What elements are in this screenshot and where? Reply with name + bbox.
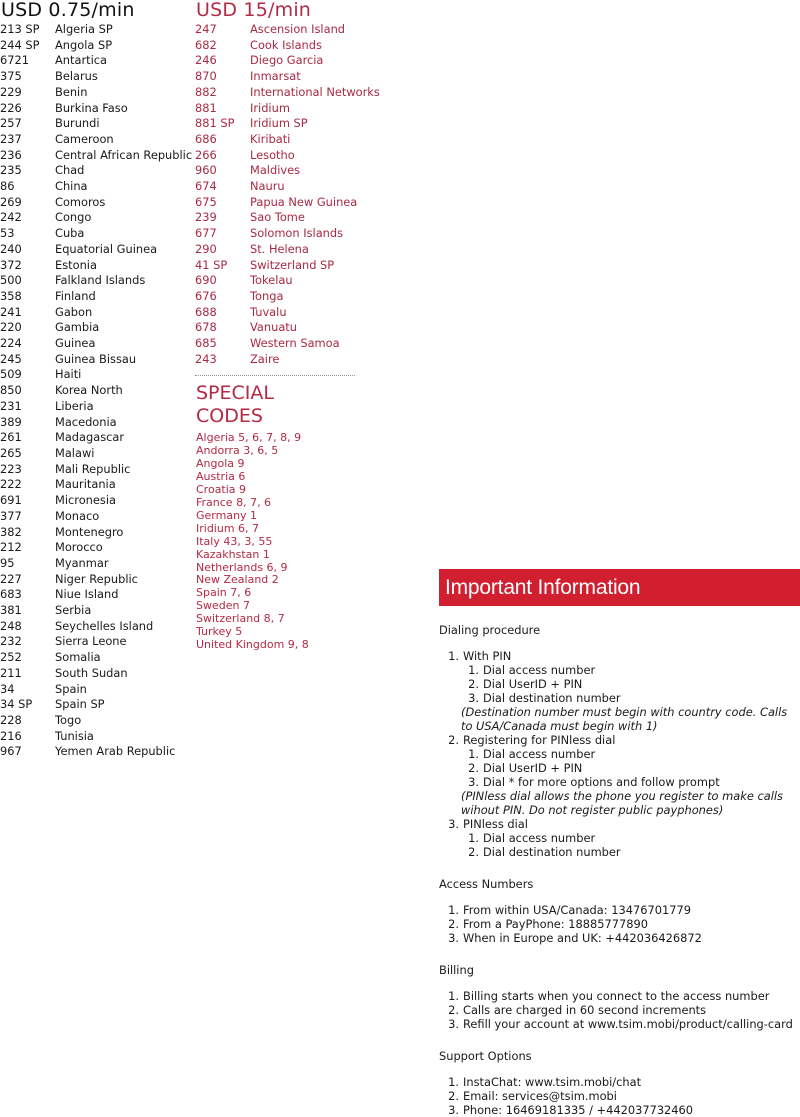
country-name: Switzerland SP [250, 257, 335, 272]
rate-row [0, 289, 194, 305]
country-code: 960 [195, 163, 217, 178]
country-code: 213 SP [0, 22, 40, 36]
access-number-label: From within USA/Canada: 13476701779 [463, 903, 691, 917]
country-name: Somalia [55, 650, 101, 665]
rate-row [0, 603, 194, 619]
support-item: 3. Phone: 16469181335 / +442037732460 [448, 1103, 694, 1117]
divider [195, 375, 355, 376]
country-code: 967 [0, 744, 22, 759]
country-code: 381 [0, 603, 22, 618]
country-name: South Sudan [55, 665, 128, 680]
rate-row [0, 320, 194, 336]
rates-column-075 [0, 0, 194, 760]
country-code: 248 [0, 618, 22, 633]
rate-row [0, 336, 194, 352]
country-code: 231 [0, 398, 22, 413]
rate-row [0, 22, 194, 38]
country-name: Tuvalu [250, 304, 287, 319]
special-code-item: Austria 6 [196, 470, 246, 484]
country-code: 682 [195, 37, 217, 52]
country-code: 677 [195, 226, 217, 241]
rate-row [195, 85, 390, 101]
special-code-item: Netherlands 6, 9 [196, 560, 288, 574]
country-code: 290 [195, 241, 217, 256]
rate-row [0, 69, 194, 85]
country-code: 375 [0, 69, 22, 84]
country-name: Guinea [55, 336, 96, 351]
dialing-substep: 3. Dial destination number [468, 691, 621, 705]
country-name: Sierra Leone [55, 634, 127, 649]
rate-row [0, 430, 194, 446]
rate-row [0, 556, 194, 572]
country-name: Cameroon [55, 131, 114, 146]
rate-row [0, 305, 194, 321]
rate-row [0, 132, 194, 148]
substep-label: Dial destination number [483, 845, 621, 859]
country-name: Angola SP [55, 37, 113, 52]
country-name: Inmarsat [250, 69, 301, 84]
rate-row [0, 682, 194, 698]
country-name: Serbia [55, 603, 92, 618]
country-name: Madagascar [55, 430, 125, 445]
access-number-label: When in Europe and UK: +442036426872 [463, 931, 702, 945]
rate-row [0, 446, 194, 462]
special-code-item: Algeria 5, 6, 7, 8, 9 [196, 431, 302, 445]
special-codes-title [196, 382, 390, 428]
country-code: 229 [0, 84, 22, 99]
country-name: Belarus [55, 69, 98, 84]
billing-label: Billing starts when you connect to the access number [463, 989, 770, 1003]
country-code: 683 [0, 587, 22, 602]
substep-label: Dial destination number [483, 691, 621, 705]
special-code-item: Germany 1 [196, 508, 258, 522]
rate-row [0, 38, 194, 54]
billing-section [439, 963, 800, 1031]
rate-row [195, 273, 390, 289]
rate-row [0, 179, 194, 195]
country-name: Liberia [55, 398, 94, 413]
country-name: Solomon Islands [250, 226, 344, 241]
country-name: Tokelau [250, 273, 293, 288]
country-name: Tunisia [55, 728, 94, 743]
section-title: Billing [439, 963, 474, 977]
rate-row [195, 69, 390, 85]
rate-row [0, 744, 194, 760]
country-name: Iridium [250, 100, 290, 115]
country-code: 95 [0, 555, 15, 570]
country-code: 261 [0, 430, 22, 445]
country-code: 265 [0, 445, 22, 460]
country-code: 389 [0, 414, 22, 429]
special-code-item: Sweden 7 [196, 599, 250, 613]
special-code-item: Turkey 5 [196, 625, 243, 639]
country-name: Algeria SP [55, 22, 113, 36]
country-name: Spain [55, 681, 87, 696]
support-section [439, 1049, 800, 1117]
country-name: Papua New Guinea [250, 194, 358, 209]
country-code: 870 [195, 69, 217, 84]
country-code: 222 [0, 477, 22, 492]
country-name: Kiribati [250, 131, 291, 146]
rate-row [0, 352, 194, 368]
country-name: Yemen Arab Republic [55, 744, 176, 759]
country-name: Benin [55, 84, 88, 99]
country-name: Micronesia [55, 493, 116, 508]
country-name: Gambia [55, 320, 100, 335]
rate-row [195, 132, 390, 148]
rate-row [0, 697, 194, 713]
dialing-section [439, 623, 800, 859]
rate-row [0, 163, 194, 179]
country-name: Cuba [55, 226, 85, 241]
rate-row [0, 509, 194, 525]
rate-row [195, 289, 390, 305]
country-code: 223 [0, 461, 22, 476]
country-name: Macedonia [55, 414, 117, 429]
country-code: 678 [195, 320, 217, 335]
country-name: Iridium SP [250, 116, 308, 131]
dialing-substep: 2. Dial destination number [468, 845, 621, 859]
rate-row [0, 587, 194, 603]
country-code: 236 [0, 147, 22, 162]
country-name: Guinea Bissau [55, 351, 137, 366]
rate-list-075 [0, 22, 194, 760]
country-code: 241 [0, 304, 22, 319]
country-name: Mali Republic [55, 461, 131, 476]
country-code: 34 [0, 681, 15, 696]
country-name: Cook Islands [250, 37, 322, 52]
country-code: 246 [195, 53, 217, 68]
country-code: 690 [195, 273, 217, 288]
country-code: 216 [0, 728, 22, 743]
country-code: 53 [0, 226, 15, 241]
country-name: Western Samoa [250, 336, 340, 351]
important-information-banner [439, 569, 800, 606]
rate-row [0, 367, 194, 383]
country-code: 676 [195, 288, 217, 303]
country-name: Lesotho [250, 147, 295, 162]
country-code: 850 [0, 383, 22, 398]
country-name: Montenegro [55, 524, 124, 539]
important-information-body [439, 623, 800, 1117]
rate-row [0, 572, 194, 588]
substep-label: Dial access number [483, 747, 596, 761]
country-name: Niger Republic [55, 571, 138, 586]
country-code: 688 [195, 304, 217, 319]
country-name: Congo [55, 210, 92, 225]
rate-row [0, 195, 194, 211]
country-name: Diego Garcia [250, 53, 324, 68]
rate-row [0, 540, 194, 556]
country-name: Morocco [55, 540, 103, 555]
support-label: Email: services@tsim.mobi [463, 1089, 617, 1103]
country-code: 86 [0, 179, 15, 194]
special-code-item: Andorra 3, 6, 5 [196, 444, 279, 458]
section-title: Dialing procedure [439, 623, 541, 637]
special-code-item: United Kingdom 9, 8 [196, 637, 309, 651]
access-numbers-section [439, 877, 800, 945]
country-name: Chad [55, 163, 85, 178]
country-code: 211 [0, 665, 22, 680]
dialing-substep: 1. Dial access number [468, 663, 596, 677]
country-name: Gabon [55, 304, 93, 319]
country-code: 377 [0, 508, 22, 523]
country-code: 212 [0, 540, 22, 555]
country-name: Finland [55, 288, 96, 303]
rate-row [0, 101, 194, 117]
country-code: 240 [0, 241, 22, 256]
rate-row [0, 85, 194, 101]
rate-list-15 [195, 22, 390, 367]
rate-row [195, 258, 390, 274]
country-code: 881 SP [195, 116, 235, 131]
billing-item: 3. Refill your account at www.tsim.mobi/product/calling-card [448, 1017, 793, 1031]
special-code-item: Croatia 9 [196, 483, 247, 497]
rate-row [0, 619, 194, 635]
special-code-item: Angola 9 [196, 457, 245, 471]
billing-item: 2. Calls are charged in 60 second increments [448, 1003, 707, 1017]
country-name: Korea North [55, 383, 123, 398]
rate-row [195, 163, 390, 179]
rate-row [195, 101, 390, 117]
support-item: 1. InstaChat: www.tsim.mobi/chat [448, 1075, 642, 1089]
country-name: China [55, 179, 88, 194]
dialing-substep: 1. Dial access number [468, 831, 596, 845]
country-code: 243 [195, 351, 217, 366]
substep-label: Dial access number [483, 663, 596, 677]
special-code-item: Italy 43, 3, 55 [196, 534, 273, 548]
rate-row [195, 148, 390, 164]
substep-label: Dial * for more options and follow prompt [483, 775, 720, 789]
section-title: Access Numbers [439, 877, 534, 891]
section-title: Support Options [439, 1049, 532, 1063]
rate-row [195, 179, 390, 195]
country-name: Burundi [55, 116, 100, 131]
country-name: Central African Republic [55, 147, 193, 162]
country-code: 675 [195, 194, 217, 209]
billing-label: Refill your account at www.tsim.mobi/product/calling-card [463, 1017, 793, 1031]
country-code: 237 [0, 131, 22, 146]
country-name: Ascension Island [250, 22, 346, 36]
access-number-item: 2. From a PayPhone: 18885777890 [448, 917, 648, 931]
dialing-substep: 3. Dial * for more options and follow prompt [468, 775, 720, 789]
country-name: Equatorial Guinea [55, 241, 158, 256]
rate-row [195, 226, 390, 242]
country-name: International Networks [250, 84, 380, 99]
rate-row [0, 210, 194, 226]
country-name: Niue Island [55, 587, 119, 602]
country-name: Vanuatu [250, 320, 297, 335]
special-code-item: France 8, 7, 6 [196, 496, 272, 509]
country-code: 242 [0, 210, 22, 225]
country-name: Comoros [55, 194, 106, 209]
dialing-substep: 2. Dial UserID + PIN [468, 677, 583, 691]
rate-row [0, 273, 194, 289]
country-code: 235 [0, 163, 22, 178]
country-name: Nauru [250, 179, 285, 194]
country-name: Haiti [55, 367, 82, 382]
country-code: 224 [0, 336, 22, 351]
rate-row [0, 666, 194, 682]
country-code: 500 [0, 273, 22, 288]
support-label: InstaChat: www.tsim.mobi/chat [463, 1075, 642, 1089]
country-code: 226 [0, 100, 22, 115]
country-name: St. Helena [250, 241, 309, 256]
dialing-step: 2. Registering for PINless dial [448, 733, 616, 747]
dialing-note: (Destination number must begin with country code. Calls to USA/Canada must begin with 1) [461, 705, 788, 733]
rate-row [0, 116, 194, 132]
rate-row [0, 415, 194, 431]
rate-row [195, 305, 390, 321]
country-code: 685 [195, 336, 217, 351]
country-code: 358 [0, 288, 22, 303]
country-code: 228 [0, 712, 22, 727]
country-name: Seychelles Island [55, 618, 154, 633]
country-code: 245 [0, 351, 22, 366]
rate-row [195, 336, 390, 352]
country-code: 220 [0, 320, 22, 335]
special-code-item: Spain 7, 6 [196, 586, 252, 600]
country-code: 257 [0, 116, 22, 131]
country-code: 34 SP [0, 697, 33, 712]
substep-label: Dial UserID + PIN [483, 677, 583, 691]
step-label: Registering for PINless dial [463, 733, 616, 747]
country-name: Burkina Faso [55, 100, 128, 115]
special-codes-title-line1: SPECIAL [196, 382, 274, 405]
country-name: Myanmar [55, 555, 109, 570]
access-number-item: 1. From within USA/Canada: 13476701779 [448, 903, 691, 917]
rate-row [195, 116, 390, 132]
special-code-item: Kazakhstan 1 [196, 547, 270, 561]
rate-title-075: USD 0.75/min [1, 0, 135, 21]
support-item: 2. Email: services@tsim.mobi [448, 1089, 617, 1103]
country-code: 266 [195, 147, 217, 162]
rate-row [0, 650, 194, 666]
rate-row [195, 195, 390, 211]
country-code: 252 [0, 650, 22, 665]
country-name: Falkland Islands [55, 273, 146, 288]
rate-row [0, 729, 194, 745]
rates-column-15 [195, 0, 390, 652]
billing-label: Calls are charged in 60 second increments [463, 1003, 707, 1017]
special-code-item: Switzerland 8, 7 [196, 612, 285, 626]
country-name: Maldives [250, 163, 301, 178]
rate-row [0, 242, 194, 258]
rate-row [0, 713, 194, 729]
country-name: Mauritania [55, 477, 116, 492]
rate-row [195, 22, 390, 38]
country-code: 232 [0, 634, 22, 649]
country-code: 227 [0, 571, 22, 586]
special-codes-list [195, 432, 390, 651]
country-name: Monaco [55, 508, 100, 523]
dialing-note: (PINless dial allows the phone you register to make calls wihout PIN. Do not register public payphones) [461, 789, 783, 817]
country-name: Togo [55, 712, 82, 727]
rate-row [0, 462, 194, 478]
country-code: 691 [0, 493, 22, 508]
country-name: Zaire [250, 351, 280, 366]
country-code: 882 [195, 84, 217, 99]
country-code: 382 [0, 524, 22, 539]
rate-row [195, 320, 390, 336]
country-code: 881 [195, 100, 217, 115]
access-number-label: From a PayPhone: 18885777890 [463, 917, 648, 931]
support-label: Phone: 16469181335 / +442037732460 [463, 1103, 694, 1117]
rate-row [195, 53, 390, 69]
rate-row [195, 210, 390, 226]
banner-title: Important Information [445, 576, 641, 599]
rate-row [0, 226, 194, 242]
country-name: Sao Tome [250, 210, 305, 225]
special-code-item: New Zealand 2 [196, 573, 279, 587]
rate-row [0, 148, 194, 164]
rate-row [195, 352, 390, 368]
access-number-item: 3. When in Europe and UK: +442036426872 [448, 931, 702, 945]
rate-row [0, 477, 194, 493]
step-label: With PIN [463, 649, 512, 663]
rate-row [195, 242, 390, 258]
country-code: 372 [0, 257, 22, 272]
rate-row [0, 493, 194, 509]
country-code: 247 [195, 22, 217, 36]
rate-row [0, 53, 194, 69]
country-code: 244 SP [0, 37, 40, 52]
country-code: 269 [0, 194, 22, 209]
substep-label: Dial access number [483, 831, 596, 845]
special-codes-title-line2: CODES [196, 405, 263, 428]
rate-title-15: USD 15/min [196, 0, 312, 21]
country-name: Antartica [55, 53, 108, 68]
country-code: 41 SP [195, 257, 228, 272]
dialing-step: 3. PINless dial [448, 817, 528, 831]
country-code: 6721 [0, 53, 29, 68]
dialing-step: 1. With PIN [448, 649, 512, 663]
country-name: Malawi [55, 445, 95, 460]
rate-row [0, 634, 194, 650]
rate-row [0, 525, 194, 541]
billing-item: 1. Billing starts when you connect to the access number [448, 989, 770, 1003]
country-name: Estonia [55, 257, 97, 272]
rate-row [0, 399, 194, 415]
rate-row [0, 258, 194, 274]
step-label: PINless dial [463, 817, 528, 831]
country-code: 509 [0, 367, 22, 382]
dialing-substep: 1. Dial access number [468, 747, 596, 761]
country-name: Spain SP [55, 697, 105, 712]
substep-label: Dial UserID + PIN [483, 761, 583, 775]
country-name: Tonga [250, 288, 284, 303]
country-code: 674 [195, 179, 217, 194]
special-code-item: Iridium 6, 7 [196, 521, 260, 535]
rate-row [195, 38, 390, 54]
country-code: 686 [195, 131, 217, 146]
country-code: 239 [195, 210, 217, 225]
rate-row [0, 383, 194, 399]
dialing-substep: 2. Dial UserID + PIN [468, 761, 583, 775]
